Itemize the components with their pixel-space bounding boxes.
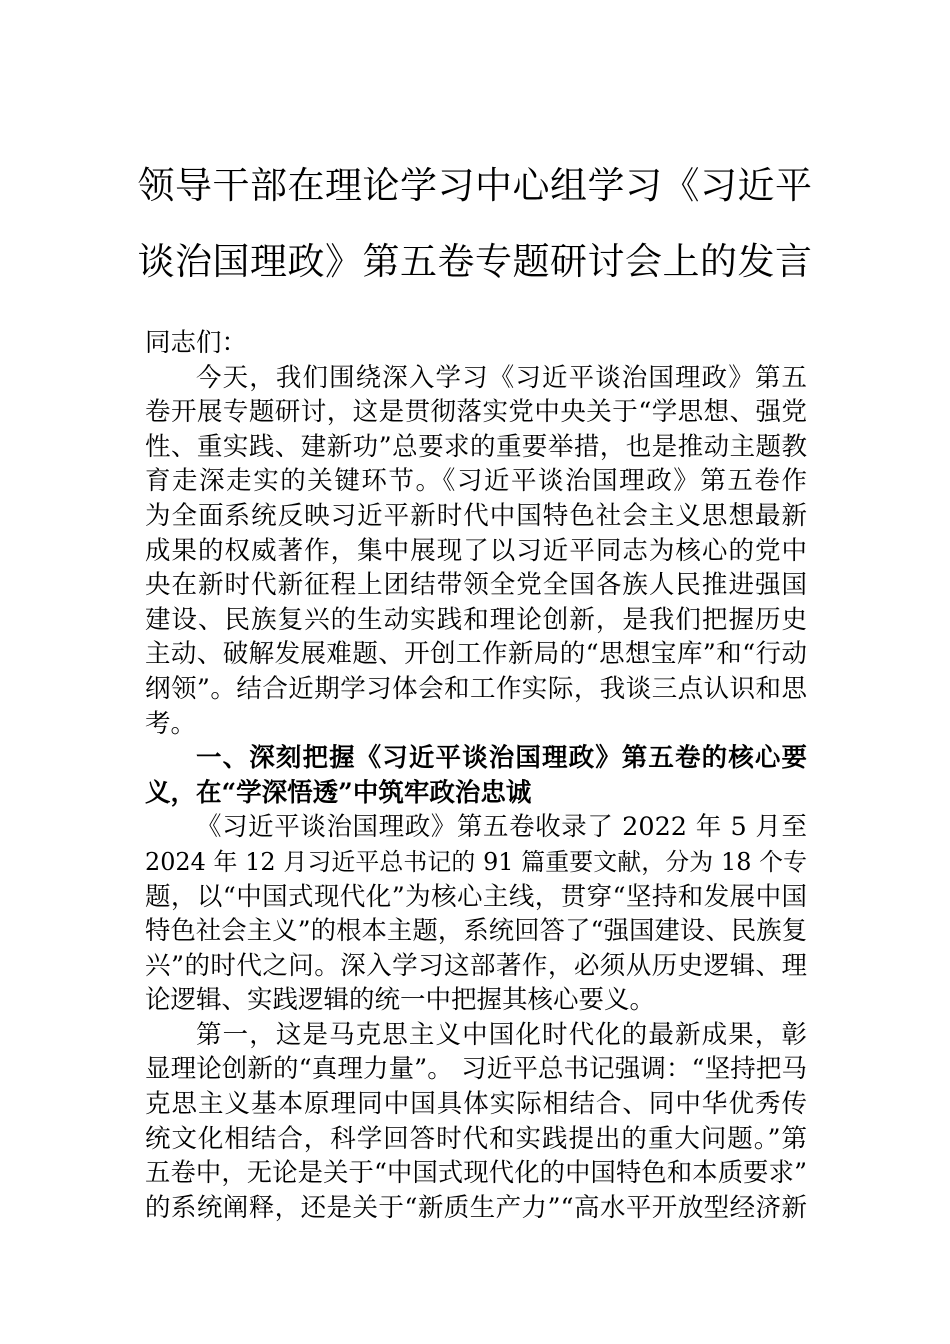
text-line: 卷开展专题研讨，这是贯彻落实党中央关于“学思想、强党 xyxy=(145,397,807,428)
text-line: 题，以“中国式现代化”为核心主线，贯穿“坚持和发展中国 xyxy=(145,881,807,912)
title-line-2: 谈治国理政》第五卷专题研讨会上的发言 xyxy=(137,240,813,283)
text-line: 成果的权威著作，集中展现了以习近平同志为核心的党中 xyxy=(145,535,807,566)
text-line: 今天，我们围绕深入学习《习近平谈治国理政》第五 xyxy=(196,362,807,393)
section-heading-1 xyxy=(145,741,807,810)
text-line: 的系统阐释，还是关于“新质生产力”“高水平开放型经济新 xyxy=(145,1192,807,1223)
document-title xyxy=(120,148,830,300)
text-line: 论逻辑、实践逻辑的统一中把握其核心要义。 xyxy=(145,985,656,1016)
paragraph-intro xyxy=(145,361,807,742)
text-line: 性、重实践、建新功”总要求的重要举措，也是推动主题教 xyxy=(145,431,807,462)
title-line-1: 领导干部在理论学习中心组学习《习近平 xyxy=(137,164,813,207)
text-line: 显理论创新的“真理力量”。 习近平总书记强调：“坚持把马 xyxy=(145,1054,807,1085)
text-line: 第一，这是马克思主义中国化时代化的最新成果，彰 xyxy=(196,1019,807,1050)
text-line: 《习近平谈治国理政》第五卷收录了 2022 年 5 月至 xyxy=(196,812,807,843)
text-line: 五卷中，无论是关于“中国式现代化的中国特色和本质要求” xyxy=(145,1158,807,1188)
text-line: 纲领”。结合近期学习体会和工作实际，我谈三点认识和思 xyxy=(145,673,807,704)
text-line: 统文化相结合，科学回答时代和实践提出的重大问题。”第 xyxy=(145,1123,807,1154)
text-line: 兴”的时代之问。深入学习这部著作，必须从历史逻辑、理 xyxy=(145,950,807,981)
document-body xyxy=(145,326,807,1225)
text-line: 考。 xyxy=(145,708,197,739)
text-line: 特色社会主义”的根本主题，系统回答了“强国建设、民族复 xyxy=(145,916,807,946)
paragraph-overview xyxy=(145,810,807,1018)
text-line: 育走深走实的关键环节。《习近平谈治国理政》第五卷作 xyxy=(145,466,807,497)
text-line: 央在新时代新征程上团结带领全党全国各族人民推进强国 xyxy=(145,570,807,601)
salutation: 同志们： xyxy=(145,328,248,358)
text-line: 为全面系统反映习近平新时代中国特色社会主义思想最新 xyxy=(145,500,807,531)
heading-line: 一、深刻把握《习近平谈治国理政》第五卷的核心要 xyxy=(196,743,807,774)
paragraph-first-point xyxy=(145,1018,807,1226)
heading-line: 义，在“学深悟透”中筑牢政治忠诚 xyxy=(145,777,532,808)
text-line: 建设、民族复兴的生动实践和理论创新，是我们把握历史 xyxy=(145,604,807,635)
text-line: 2024 年 12 月习近平总书记的 91 篇重要文献，分为 18 个专 xyxy=(145,847,807,876)
text-line: 主动、破解发展难题、开创工作新局的“思想宝库”和“行动 xyxy=(145,639,807,670)
text-line: 克思主义基本原理同中国具体实际相结合、同中华优秀传 xyxy=(145,1089,807,1120)
